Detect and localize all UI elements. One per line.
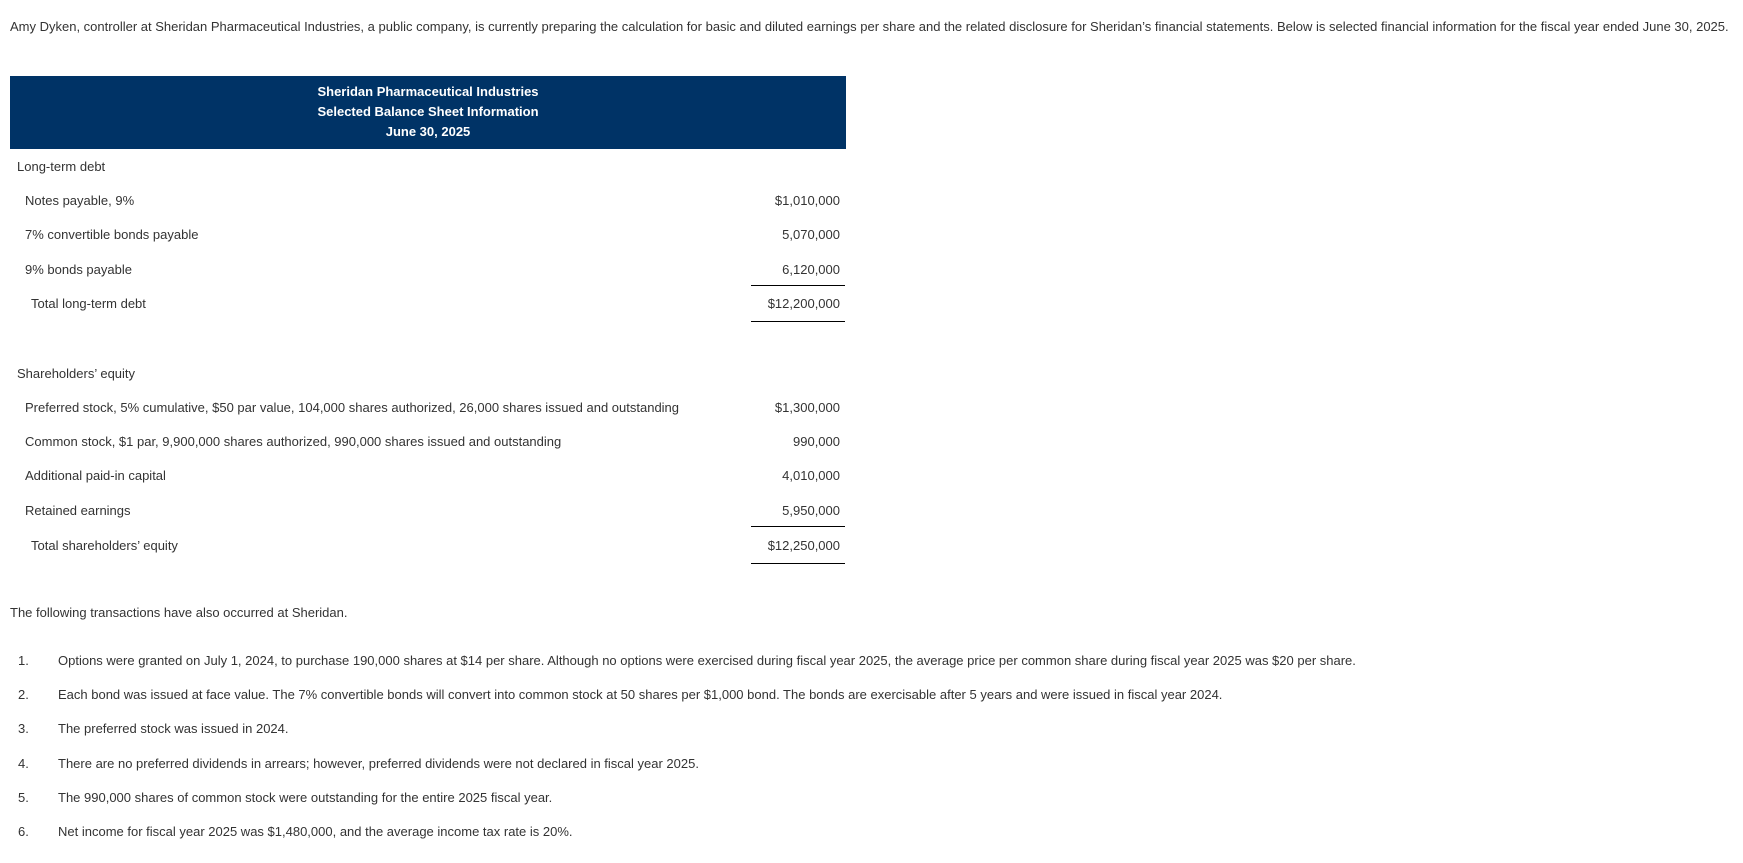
list-item: Each bond was issued at face value. The 7% convertible bonds will convert into common stock at 50 shares per $1,000 bond. The bonds are exercisable after 5 years and were issued in fiscal year 2024. [58, 687, 1223, 702]
company-name: Sheridan Pharmaceutical Industries [317, 84, 539, 99]
list-item-number: 3. [18, 721, 29, 736]
list-item: Net income for fiscal year 2025 was $1,480,000, and the average income tax rate is 20%. [58, 824, 573, 839]
long-term-debt-heading: Long-term debt [17, 159, 106, 174]
list-item: There are no preferred dividends in arrears; however, preferred dividends were not declared in fiscal year 2025. [58, 756, 699, 771]
debt-row-value: $1,010,000 [774, 193, 840, 208]
total-rule [751, 563, 845, 564]
equity-row-label: Additional paid-in capital [25, 468, 166, 483]
equity-row-label: Common stock, $1 par, 9,900,000 shares authorized, 990,000 shares issued and outstanding [25, 434, 562, 449]
list-item: The 990,000 shares of common stock were outstanding for the entire 2025 fiscal year. [58, 790, 553, 805]
debt-row-value: 5,070,000 [782, 227, 840, 242]
total-long-term-debt-value: $12,200,000 [767, 296, 840, 311]
statement-title: Selected Balance Sheet Information [317, 104, 539, 119]
equity-heading: Shareholders’ equity [17, 366, 136, 381]
list-item: The preferred stock was issued in 2024. [58, 721, 289, 736]
subtotal-rule [751, 285, 845, 286]
equity-row-value: 990,000 [793, 434, 840, 449]
statement-date: June 30, 2025 [385, 124, 471, 139]
equity-row-label: Retained earnings [25, 503, 131, 518]
total-long-term-debt-label: Total long-term debt [31, 296, 146, 311]
equity-row-value: 5,950,000 [782, 503, 840, 518]
equity-row-label: Preferred stock, 5% cumulative, $50 par value, 104,000 shares authorized, 26,000 shares issued and outstanding [25, 400, 680, 415]
equity-row-value: 4,010,000 [782, 468, 840, 483]
balance-sheet-header [10, 76, 846, 149]
intro-paragraph: Amy Dyken, controller at Sheridan Pharmaceutical Industries, a public company, is currently preparing the calculation for basic and diluted earnings per share and the related disclosure for Sheridan’s financial statements. Below is selected financial information for the fiscal year ended June 30, 2025. [10, 19, 1729, 34]
list-item-number: 2. [18, 687, 29, 702]
debt-row-label: Notes payable, 9% [25, 193, 135, 208]
transactions-intro: The following transactions have also occurred at Sheridan. [10, 605, 348, 620]
list-item: Options were granted on July 1, 2024, to purchase 190,000 shares at $14 per share. Although no options were exercised during fiscal year 2025, the average price per common share during fiscal year 2025 was $20 per share. [58, 653, 1356, 668]
debt-row-label: 7% convertible bonds payable [25, 227, 199, 242]
equity-row-value: $1,300,000 [774, 400, 840, 415]
total-rule [751, 321, 845, 322]
list-item-number: 1. [18, 653, 29, 668]
debt-row-value: 6,120,000 [782, 262, 840, 277]
total-equity-value: $12,250,000 [767, 538, 840, 553]
list-item-number: 4. [18, 756, 29, 771]
list-item-number: 6. [18, 824, 29, 839]
list-item-number: 5. [18, 790, 29, 805]
debt-row-label: 9% bonds payable [25, 262, 132, 277]
total-equity-label: Total shareholders’ equity [31, 538, 178, 553]
subtotal-rule [751, 526, 845, 527]
